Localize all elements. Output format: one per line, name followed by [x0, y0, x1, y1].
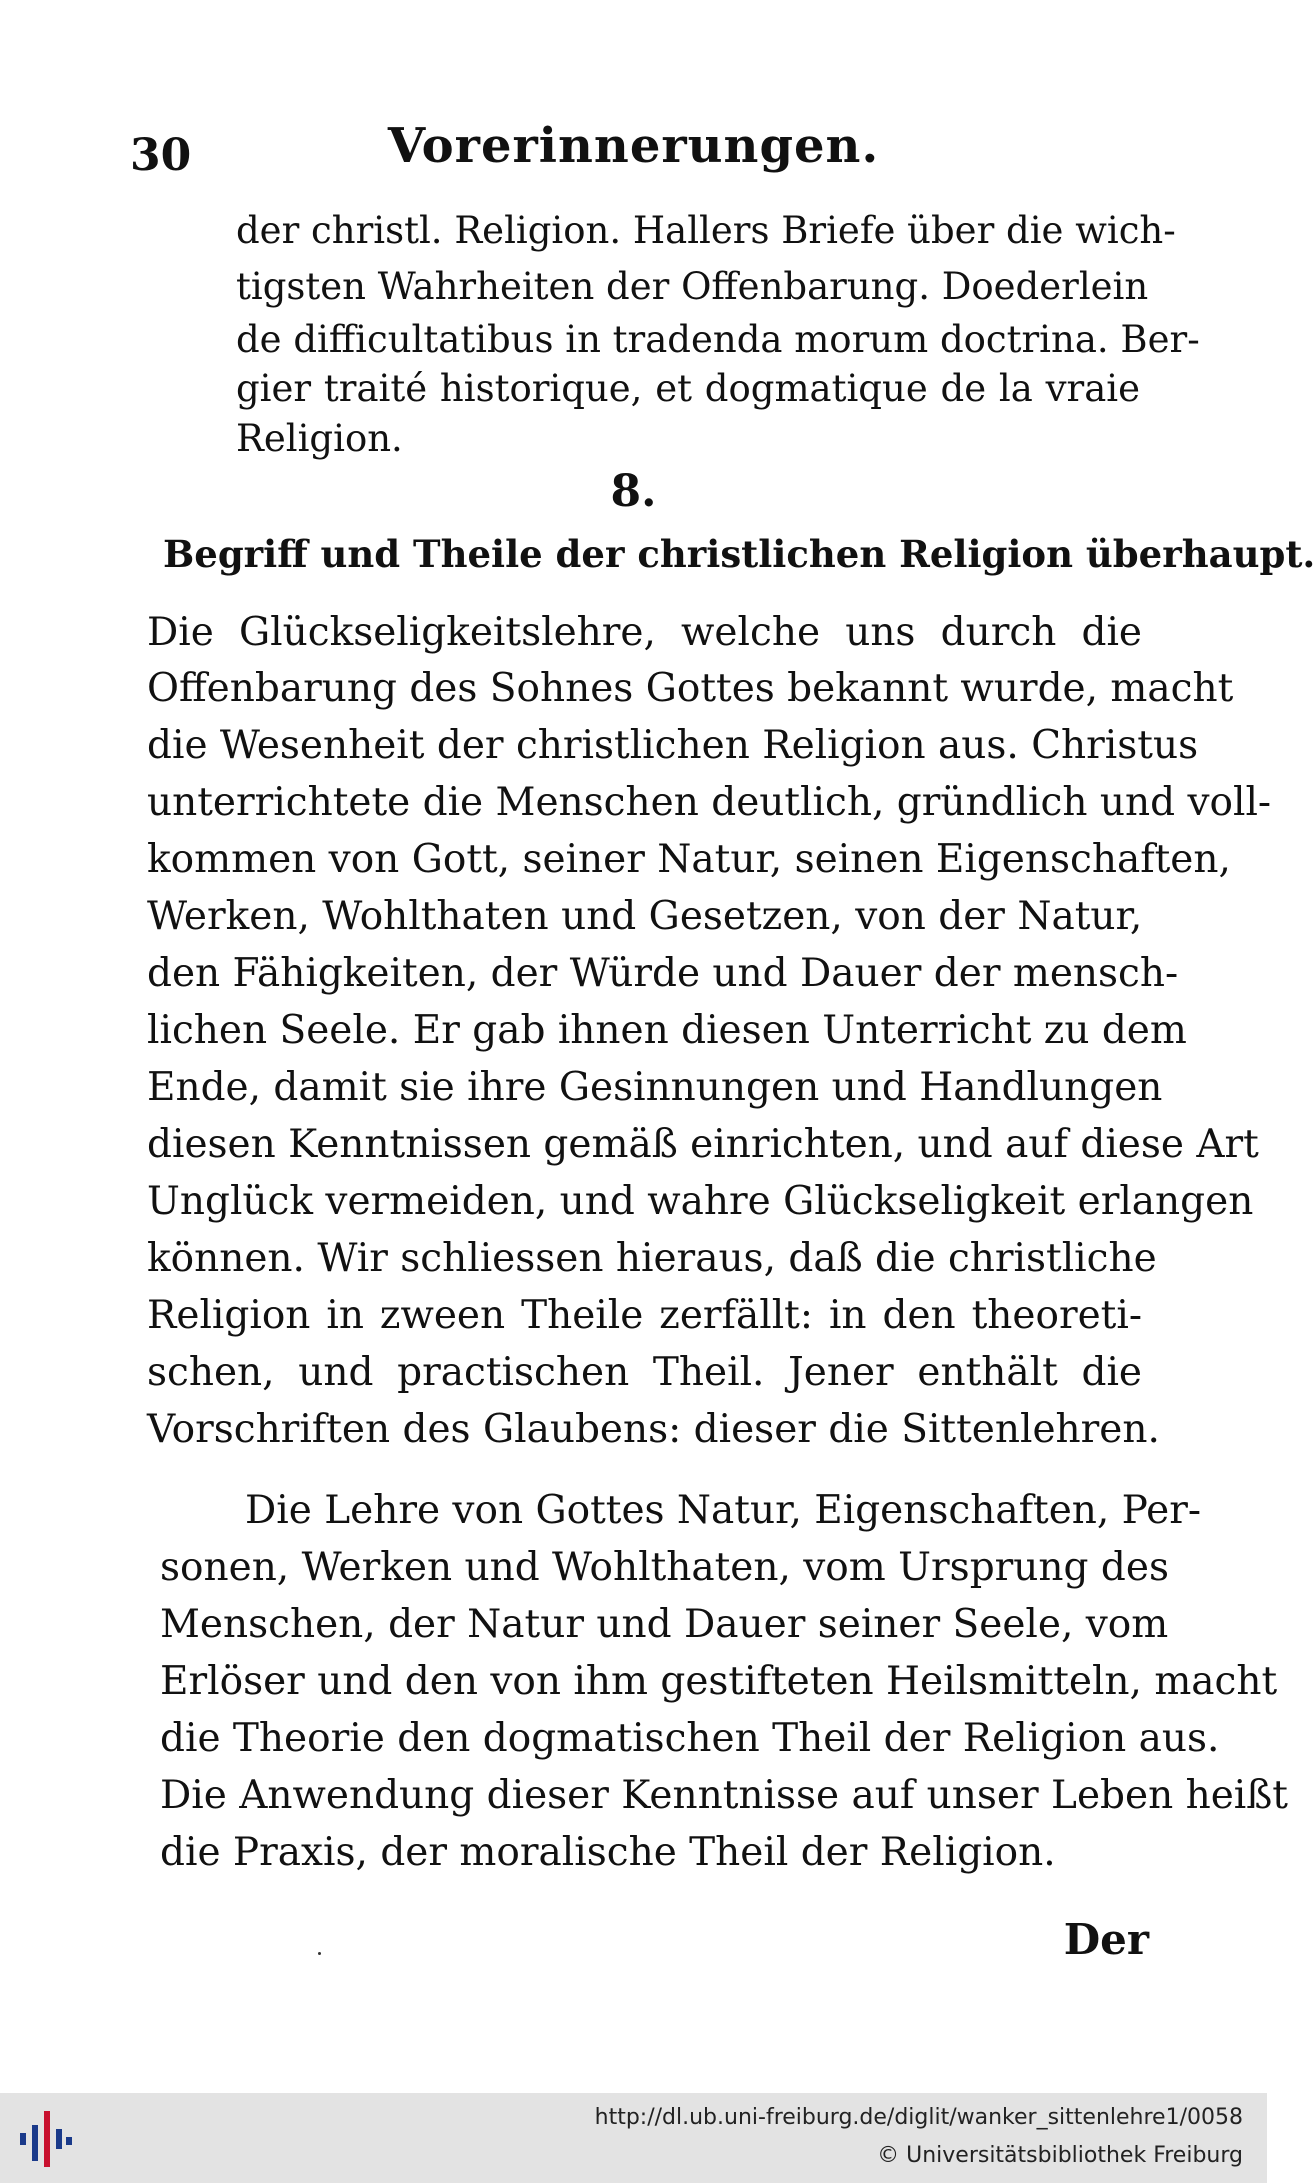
section-number: 8. [610, 466, 657, 517]
viewer-footer [0, 2093, 1267, 2183]
text-line: den Fähigkeiten, der Würde und Dauer der mensch- [147, 951, 1179, 996]
section-title: Begriff und Theile der christlichen Religion überhaupt. [163, 532, 1315, 576]
text-line: diesen Kenntnissen gemäß einrichten, und auf diese Art [147, 1122, 1259, 1167]
text-line: Unglück vermeiden, und wahre Glückseligkeit erlangen [147, 1179, 1254, 1224]
copyright-notice: © Universitätsbibliothek Freiburg [877, 2143, 1243, 2168]
text-line: tigsten Wahrheiten der Offenbarung. Doederlein [236, 265, 1149, 308]
text-line: kommen von Gott, seiner Natur, seinen Eigenschaften, [147, 837, 1231, 882]
text-line: die Theorie den dogmatischen Theil der Religion aus. [160, 1716, 1220, 1761]
text-line: Religion in zween Theile zerfällt: in den theoreti- [147, 1293, 1142, 1338]
text-line: Ende, damit sie ihre Gesinnungen und Handlungen [147, 1065, 1163, 1110]
text-line: schen, und practischen Theil. Jener enthält die [147, 1350, 1142, 1395]
text-line: unterrichtete die Menschen deutlich, gründlich und voll- [147, 780, 1272, 825]
text-line: Menschen, der Natur und Dauer seiner Seele, vom [160, 1602, 1169, 1647]
text-line: Vorschriften des Glaubens: dieser die Sittenlehren. [147, 1407, 1160, 1452]
ub-freiburg-logo-icon[interactable] [14, 2107, 74, 2171]
text-line: können. Wir schliessen hieraus, daß die christliche [147, 1236, 1157, 1281]
page-header [0, 118, 1267, 181]
text-line: Die Anwendung dieser Kenntnisse auf unser Leben heißt [160, 1773, 1288, 1818]
print-speck [318, 1952, 321, 1955]
text-line: Die Lehre von Gottes Natur, Eigenschaften, Per- [245, 1488, 1202, 1533]
running-head: Vorerinnerungen. [387, 118, 880, 174]
text-line: Religion. [236, 417, 403, 460]
text-line: Werken, Wohlthaten und Gesetzen, von der Natur, [147, 894, 1143, 939]
text-line: die Wesenheit der christlichen Religion aus. Christus [147, 723, 1199, 768]
permalink-url[interactable]: http://dl.ub.uni-freiburg.de/diglit/wanker_sittenlehre1/0058 [594, 2105, 1243, 2130]
text-line: lichen Seele. Er gab ihnen diesen Unterricht zu dem [147, 1008, 1187, 1053]
text-line: Die Glückseligkeitslehre, welche uns durch die [147, 610, 1142, 655]
text-line: sonen, Werken und Wohlthaten, vom Ursprung des [160, 1545, 1169, 1590]
text-line: die Praxis, der moralische Theil der Religion. [160, 1830, 1056, 1875]
text-line: de difficultatibus in tradenda morum doctrina. Ber- [236, 318, 1200, 361]
page-number: 30 [130, 130, 192, 181]
text-line: der christl. Religion. Hallers Briefe über die wich- [236, 209, 1176, 252]
text-line: Offenbarung des Sohnes Gottes bekannt wurde, macht [147, 666, 1234, 711]
catchword: Der [1063, 1915, 1149, 1964]
text-line: Erlöser und den von ihm gestifteten Heilsmitteln, macht [160, 1659, 1278, 1704]
text-line: gier traité historique, et dogmatique de la vraie [236, 367, 1140, 410]
